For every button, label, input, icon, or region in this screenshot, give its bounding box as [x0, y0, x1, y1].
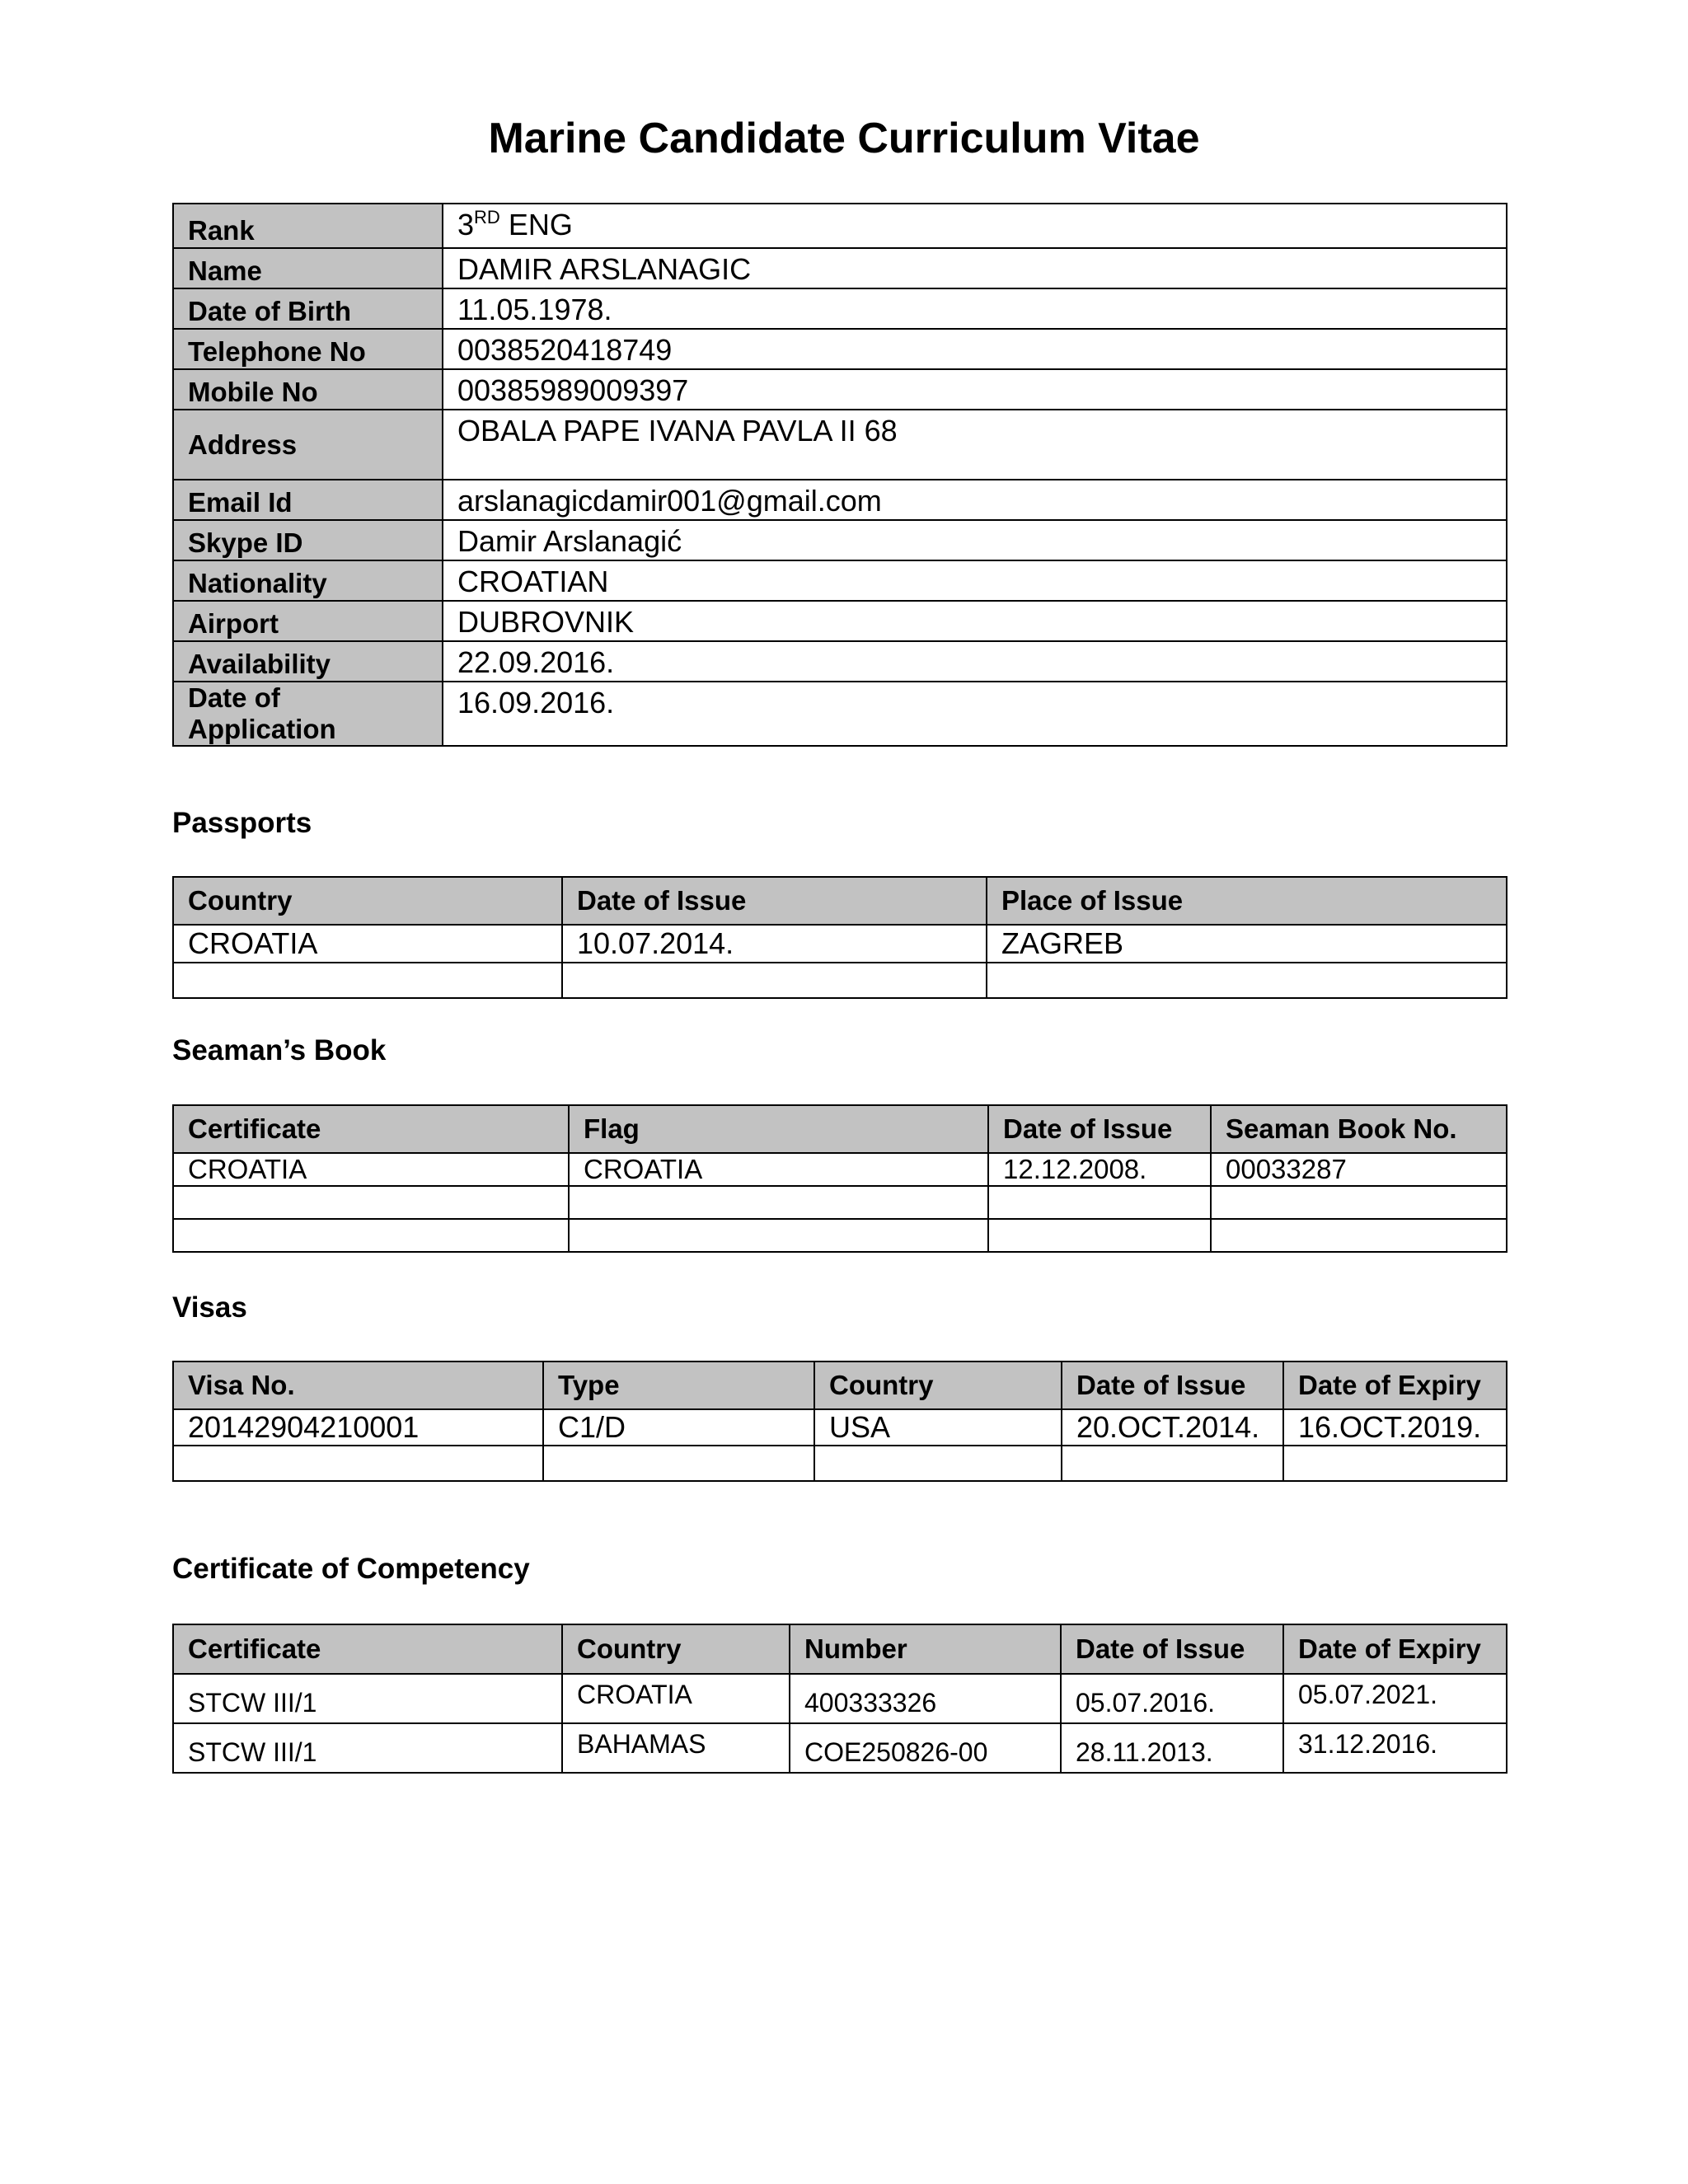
- column-header: Certificate: [173, 1624, 562, 1674]
- table-row: [173, 1409, 1507, 1446]
- table-cell: [569, 1219, 988, 1252]
- name-value: DAMIR ARSLANAGIC: [443, 248, 1507, 288]
- application-date-value: 16.09.2016.: [443, 682, 1507, 746]
- table-cell: BAHAMAS: [562, 1723, 790, 1773]
- skype-label: Skype ID: [173, 520, 443, 560]
- address-row: [173, 410, 1507, 480]
- column-header: Certificate: [173, 1105, 569, 1153]
- table-cell: COE250826-00: [790, 1723, 1061, 1773]
- availability-value: 22.09.2016.: [443, 641, 1507, 682]
- telephone-label: Telephone No: [173, 329, 443, 369]
- table-header-row: [173, 877, 1507, 925]
- document-title: Marine Candidate Curriculum Vitae: [488, 115, 1200, 162]
- telephone-row: [173, 329, 1507, 369]
- table-cell: 05.07.2021.: [1283, 1674, 1507, 1723]
- table-cell: [543, 1446, 814, 1481]
- table-cell: 12.12.2008.: [988, 1153, 1211, 1186]
- availability-row: [173, 641, 1507, 682]
- application-date-label: Date of Application: [173, 682, 443, 746]
- visas-table: [172, 1361, 1507, 1482]
- personal-info-table: [172, 203, 1507, 747]
- rank-row: [173, 204, 1507, 248]
- table-cell: ZAGREB: [987, 925, 1507, 963]
- mobile-label: Mobile No: [173, 369, 443, 410]
- table-cell: [987, 963, 1507, 998]
- seaman-book-heading: Seaman’s Book: [172, 1034, 387, 1066]
- table-row: [173, 925, 1507, 963]
- table-cell: [173, 1446, 543, 1481]
- table-cell: CROATIA: [562, 1674, 790, 1723]
- table-cell: 31.12.2016.: [1283, 1723, 1507, 1773]
- table-cell: CROATIA: [173, 925, 562, 963]
- column-header: Date of Issue: [1062, 1361, 1283, 1409]
- skype-row: [173, 520, 1507, 560]
- table-cell: [562, 963, 987, 998]
- airport-value: DUBROVNIK: [443, 601, 1507, 641]
- mobile-row: [173, 369, 1507, 410]
- column-header: Type: [543, 1361, 814, 1409]
- table-cell: 00033287: [1211, 1153, 1507, 1186]
- column-header: Date of Expiry: [1283, 1624, 1507, 1674]
- table-row: [173, 963, 1507, 998]
- table-cell: [988, 1219, 1211, 1252]
- table-cell: 10.07.2014.: [562, 925, 987, 963]
- table-cell: 20.OCT.2014.: [1062, 1409, 1283, 1446]
- passports-heading: Passports: [172, 807, 312, 839]
- airport-label: Airport: [173, 601, 443, 641]
- table-cell: [1211, 1186, 1507, 1219]
- column-header: Date of Issue: [1061, 1624, 1283, 1674]
- name-row: [173, 248, 1507, 288]
- table-cell: USA: [814, 1409, 1062, 1446]
- column-header: Visa No.: [173, 1361, 543, 1409]
- dob-value: 11.05.1978.: [443, 288, 1507, 329]
- rank-label: Rank: [173, 204, 443, 248]
- table-cell: 20142904210001: [173, 1409, 543, 1446]
- mobile-value: 00385989009397: [443, 369, 1507, 410]
- table-cell: [988, 1186, 1211, 1219]
- table-cell: C1/D: [543, 1409, 814, 1446]
- name-label: Name: [173, 248, 443, 288]
- table-cell: STCW III/1: [173, 1723, 562, 1773]
- table-header-row: [173, 1624, 1507, 1674]
- table-cell: 28.11.2013.: [1061, 1723, 1283, 1773]
- table-cell: CROATIA: [173, 1153, 569, 1186]
- table-cell: [173, 1186, 569, 1219]
- table-row: [173, 1186, 1507, 1219]
- column-header: Place of Issue: [987, 877, 1507, 925]
- table-row: [173, 1723, 1507, 1773]
- dob-label: Date of Birth: [173, 288, 443, 329]
- coc-table: [172, 1624, 1507, 1774]
- nationality-row: [173, 560, 1507, 601]
- email-label: Email Id: [173, 480, 443, 520]
- table-cell: [1283, 1446, 1507, 1481]
- passports-table: [172, 876, 1507, 999]
- skype-value: Damir Arslanagić: [443, 520, 1507, 560]
- rank-superscript: RD: [474, 207, 500, 227]
- table-header-row: [173, 1105, 1507, 1153]
- application-date-row: [173, 682, 1507, 746]
- nationality-label: Nationality: [173, 560, 443, 601]
- table-row: [173, 1219, 1507, 1252]
- column-header: Flag: [569, 1105, 988, 1153]
- column-header: Country: [173, 877, 562, 925]
- table-cell: [814, 1446, 1062, 1481]
- column-header: Country: [562, 1624, 790, 1674]
- table-row: [173, 1446, 1507, 1481]
- column-header: Date of Issue: [988, 1105, 1211, 1153]
- email-row: [173, 480, 1507, 520]
- telephone-value: 0038520418749: [443, 329, 1507, 369]
- coc-heading: Certificate of Competency: [172, 1553, 530, 1585]
- column-header: Seaman Book No.: [1211, 1105, 1507, 1153]
- address-label: Address: [173, 410, 443, 480]
- table-cell: STCW III/1: [173, 1674, 562, 1723]
- rank-value: [443, 204, 1507, 248]
- nationality-value: CROATIAN: [443, 560, 1507, 601]
- table-cell: [173, 963, 562, 998]
- rank-suffix: ENG: [499, 208, 573, 241]
- table-cell: [173, 1219, 569, 1252]
- table-cell: [569, 1186, 988, 1219]
- table-cell: CROATIA: [569, 1153, 988, 1186]
- table-row: [173, 1153, 1507, 1186]
- dob-row: [173, 288, 1507, 329]
- column-header: Number: [790, 1624, 1061, 1674]
- table-cell: [1211, 1219, 1507, 1252]
- column-header: Country: [814, 1361, 1062, 1409]
- table-cell: [1062, 1446, 1283, 1481]
- table-cell: 16.OCT.2019.: [1283, 1409, 1507, 1446]
- column-header: Date of Issue: [562, 877, 987, 925]
- table-header-row: [173, 1361, 1507, 1409]
- seaman-book-table: [172, 1104, 1507, 1253]
- table-cell: 05.07.2016.: [1061, 1674, 1283, 1723]
- airport-row: [173, 601, 1507, 641]
- address-value: OBALA PAPE IVANA PAVLA II 68: [443, 410, 1507, 480]
- rank-number: 3: [457, 208, 475, 241]
- availability-label: Availability: [173, 641, 443, 682]
- email-value: arslanagicdamir001@gmail.com: [443, 480, 1507, 520]
- table-row: [173, 1674, 1507, 1723]
- visas-heading: Visas: [172, 1291, 247, 1324]
- table-cell: 400333326: [790, 1674, 1061, 1723]
- column-header: Date of Expiry: [1283, 1361, 1507, 1409]
